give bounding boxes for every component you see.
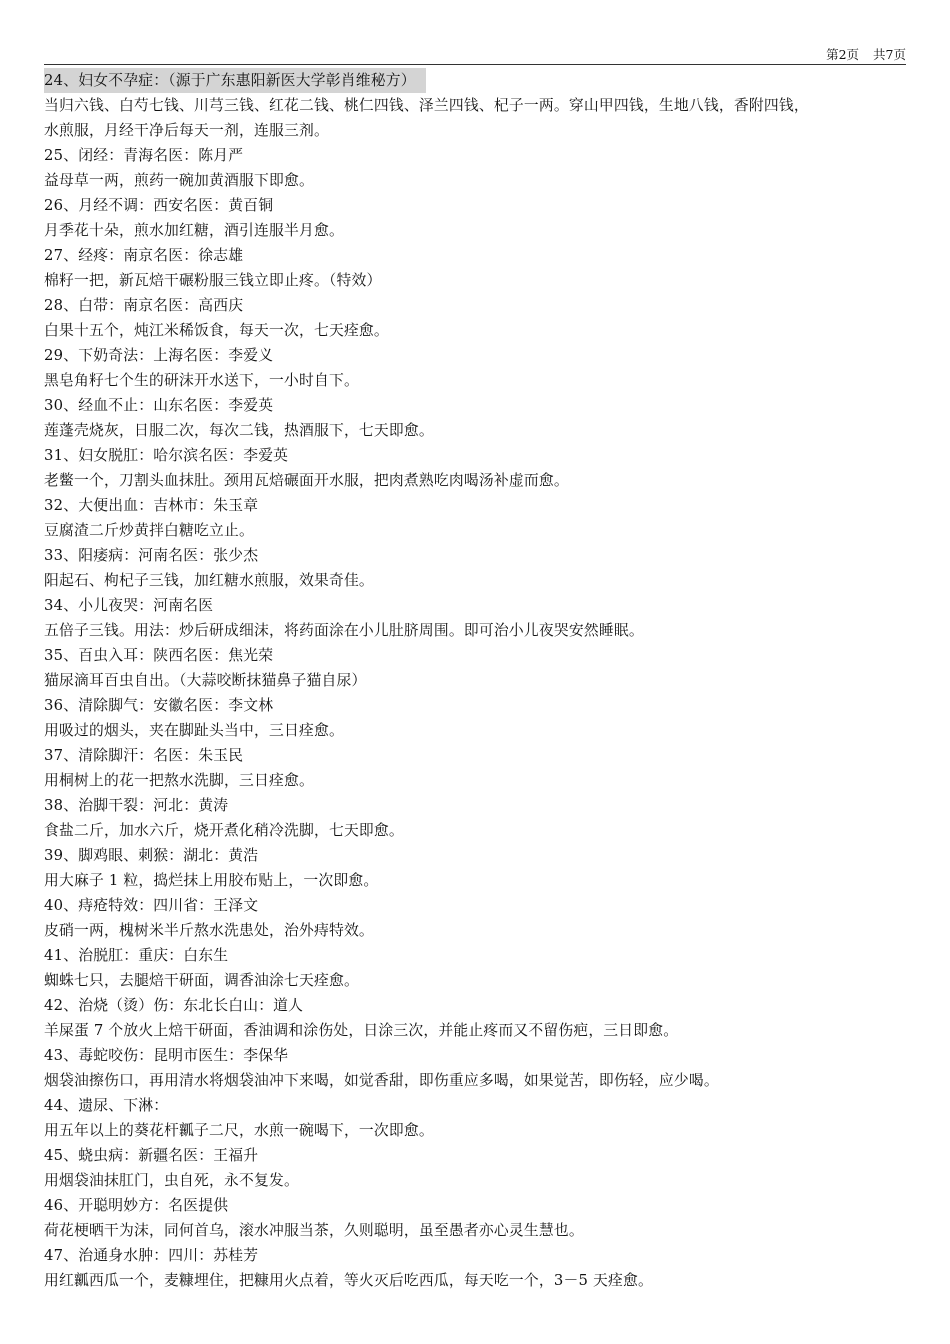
text-line: 荷花梗晒干为沫，同何首乌，滚水冲服当茶，久则聪明，虽至愚者亦心灵生慧也。 bbox=[44, 1222, 584, 1239]
text-line: 棉籽一把，新瓦焙干碾粉服三钱立即止疼。（特效） bbox=[44, 272, 382, 289]
text-line: 猫尿滴耳百虫自出。（大蒜咬断抹猫鼻子猫自尿） bbox=[44, 672, 367, 689]
first-heading-line bbox=[44, 68, 924, 93]
text-line: 39、脚鸡眼、刺猴：湖北：黄浩 bbox=[44, 847, 259, 864]
text-line: 用桐树上的花一把熬水洗脚，三日痊愈。 bbox=[44, 772, 314, 789]
text-line: 阳起石、枸杞子三钱，加红糖水煎服，效果奇佳。 bbox=[44, 572, 374, 589]
page-number: 第2页 bbox=[826, 47, 860, 62]
text-line: 32、大便出血：吉林市：朱玉章 bbox=[44, 497, 259, 514]
text-line: 老鳖一个，刀割头血抹肚。颈用瓦焙碾面开水服，把肉煮熟吃肉喝汤补虚而愈。 bbox=[44, 472, 569, 489]
text-line: 用五年以上的葵花杆瓤子二尺，水煎一碗喝下，一次即愈。 bbox=[44, 1122, 434, 1139]
text-line: 45、蛲虫病：新疆名医：王福升 bbox=[44, 1147, 259, 1164]
text-line: 43、毒蛇咬伤：昆明市医生：李保华 bbox=[44, 1047, 289, 1064]
text-line: 47、治通身水肿：四川：苏桂芳 bbox=[44, 1247, 259, 1264]
text-line: 36、清除脚气：安徽名医：李文林 bbox=[44, 697, 274, 714]
text-line: 46、开聪明妙方：名医提供 bbox=[44, 1197, 229, 1214]
text-line: 34、小儿夜哭：河南名医 bbox=[44, 597, 214, 614]
text-line: 月季花十朵，煎水加红糖，酒引连服半月愈。 bbox=[44, 222, 344, 239]
text-line: 白果十五个，炖江米稀饭食，每天一次，七天痊愈。 bbox=[44, 322, 389, 339]
text-line: 豆腐渣二斤炒黄拌白糖吃立止。 bbox=[44, 522, 254, 539]
text-line: 29、下奶奇法：上海名医：李爱义 bbox=[44, 347, 274, 364]
text-line: 30、经血不止：山东名医：李爱英 bbox=[44, 397, 274, 414]
text-line: 用大麻子 1 粒，捣烂抹上用胶布贴上，一次即愈。 bbox=[44, 872, 379, 889]
text-line: 益母草一两，煎药一碗加黄酒服下即愈。 bbox=[44, 172, 314, 189]
text-line: 烟袋油擦伤口，再用清水将烟袋油冲下来喝，如觉香甜，即伤重应多喝，如果觉苦，即伤轻，应少喝。 bbox=[44, 1072, 719, 1089]
text-line: 42、治烧（烫）伤：东北长白山：道人 bbox=[44, 997, 304, 1014]
text-line: 37、清除脚汗：名医：朱玉民 bbox=[44, 747, 244, 764]
text-line: 26、月经不调：西安名医：黄百铜 bbox=[44, 197, 274, 214]
text-line: 40、痔疮特效：四川省：王泽文 bbox=[44, 897, 259, 914]
first-heading: 24、妇女不孕症：（源于广东惠阳新医大学彰肖维秘方） bbox=[44, 68, 426, 93]
text-line: 羊屎蛋 7 个放火上焙干研面，香油调和涂伤处，日涂三次，并能止疼而又不留伤疤，三日即愈。 bbox=[44, 1022, 679, 1039]
text-line: 蜘蛛七只，去腿焙干研面，调香油涂七天痊愈。 bbox=[44, 972, 359, 989]
total-pages: 共7页 bbox=[873, 47, 906, 62]
text-line: 皮硝一两，槐树米半斤熬水洗患处，治外痔特效。 bbox=[44, 922, 374, 939]
text-line: 41、治脱肛：重庆：白东生 bbox=[44, 947, 229, 964]
text-line: 用烟袋油抹肛门，虫自死，永不复发。 bbox=[44, 1172, 299, 1189]
text-line: 35、百虫入耳：陕西名医：焦光荣 bbox=[44, 647, 274, 664]
text-line: 44、遗尿、下淋： bbox=[44, 1097, 169, 1114]
text-line: 27、经疼：南京名医：徐志雄 bbox=[44, 247, 244, 264]
text-line: 黑皂角籽七个生的研沫开水送下，一小时自下。 bbox=[44, 372, 359, 389]
text-line: 28、白带：南京名医：高西庆 bbox=[44, 297, 244, 314]
text-line: 25、闭经：青海名医：陈月严 bbox=[44, 147, 244, 164]
text-line: 33、阳痿病：河南名医：张少杰 bbox=[44, 547, 259, 564]
text-line: 莲蓬壳烧灰，日服二次，每次二钱，热酒服下，七天即愈。 bbox=[44, 422, 434, 439]
document-body bbox=[44, 68, 924, 1293]
page-header bbox=[44, 46, 906, 65]
text-line: 38、治脚干裂：河北：黄涛 bbox=[44, 797, 229, 814]
text-line: 食盐二斤，加水六斤，烧开煮化稍冷洗脚，七天即愈。 bbox=[44, 822, 404, 839]
text-line: 用吸过的烟头，夹在脚趾头当中，三日痊愈。 bbox=[44, 722, 344, 739]
text-line: 水煎服，月经干净后每天一剂，连服三剂。 bbox=[44, 122, 329, 139]
text-line: 31、妇女脱肛：哈尔滨名医：李爱英 bbox=[44, 447, 289, 464]
text-line: 当归六钱、白芍七钱、川芎三钱、红花二钱、桃仁四钱、泽兰四钱、杞子一两。穿山甲四钱，生地八钱，香附四钱， bbox=[44, 97, 809, 114]
text-line: 用红瓤西瓜一个，麦糠埋住，把糠用火点着，等火灭后吃西瓜，每天吃一个，3－5 天痊愈。 bbox=[44, 1272, 654, 1289]
text-line: 五倍子三钱。用法：炒后研成细沫，将药面涂在小儿肚脐周围。即可治小儿夜哭安然睡眠。 bbox=[44, 622, 644, 639]
